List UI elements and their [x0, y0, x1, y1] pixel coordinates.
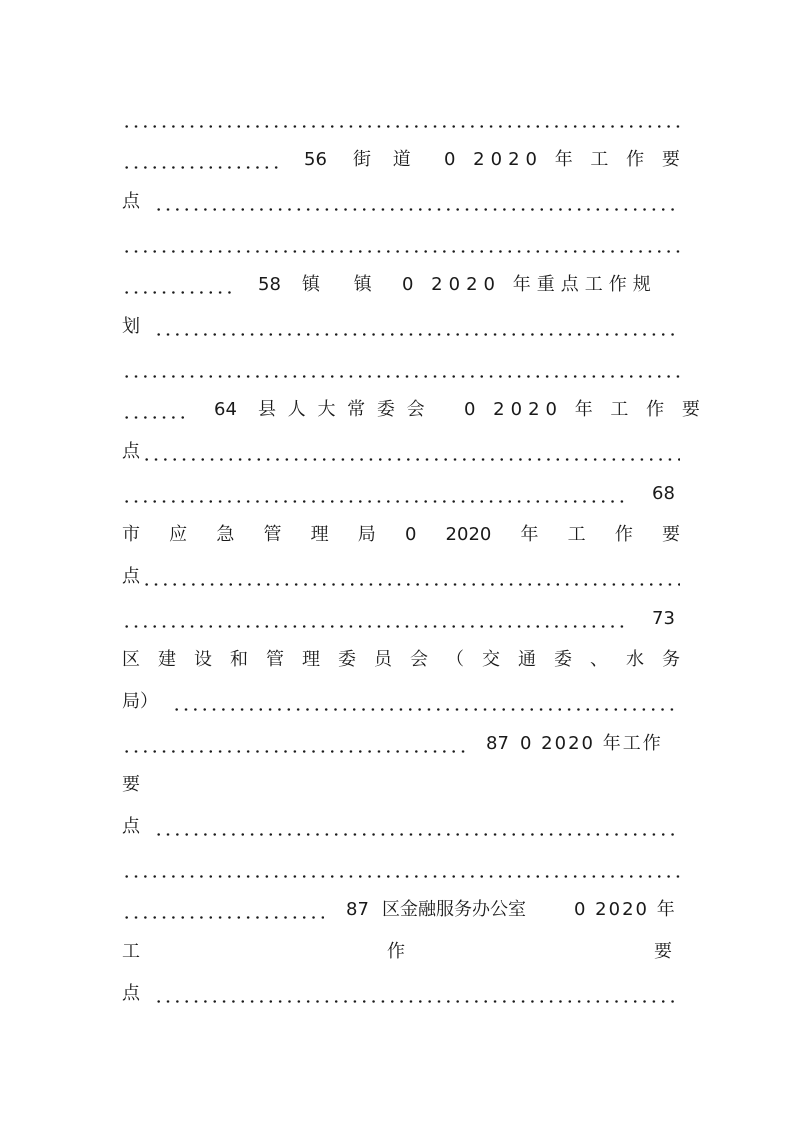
dot-leader	[122, 875, 680, 878]
dot-leader	[122, 416, 188, 419]
toc-year-label: 0 2020 年 工 作 要	[442, 145, 688, 175]
toc-title-char: 工	[567, 524, 586, 545]
dot-leader	[122, 500, 630, 503]
toc-leader-line	[122, 854, 680, 884]
toc-page-number: 87	[484, 729, 511, 759]
toc-title-char: 、	[590, 649, 608, 670]
dot-leader	[122, 750, 466, 753]
toc-title-char: 0	[404, 524, 417, 545]
toc-title-char: 应	[169, 524, 188, 545]
toc-title-char: 急	[216, 524, 235, 545]
toc-year-label: 0 2020 年	[572, 895, 679, 925]
toc-title-char: 务	[662, 649, 680, 670]
toc-entry	[122, 270, 680, 300]
dot-leader	[172, 708, 680, 711]
dot-leader	[122, 166, 280, 169]
toc-leader-line	[122, 229, 680, 259]
toc-title-char: 水	[626, 649, 644, 670]
toc-entry	[122, 395, 706, 425]
toc-entry	[122, 145, 686, 175]
toc-title-char: 通	[518, 649, 536, 670]
toc-title-justified	[122, 520, 680, 550]
dot-leader	[142, 458, 680, 461]
dot-leader	[122, 125, 680, 128]
toc-title-char: 理	[302, 649, 320, 670]
toc-page-number: 73	[650, 604, 677, 634]
toc-entry	[122, 937, 680, 967]
dot-leader	[154, 208, 680, 211]
toc-title-char: 建	[158, 649, 176, 670]
toc-title: 区金融服务办公室	[380, 895, 528, 925]
toc-entry	[122, 687, 680, 717]
toc-entry	[122, 520, 680, 550]
toc-title-continuation: 点	[120, 979, 142, 1009]
toc-title-char: 管	[266, 649, 284, 670]
toc-title-char: 委	[554, 649, 572, 670]
dot-leader	[154, 333, 680, 336]
toc-title-char: 委	[338, 649, 356, 670]
toc-page-number: 56	[302, 145, 329, 175]
toc-title-char: 管	[263, 524, 282, 545]
toc-title-continuation: 工	[120, 937, 142, 967]
toc-title-char: 局	[357, 524, 376, 545]
toc-page-number: 68	[650, 479, 677, 509]
toc-title-char: 区	[122, 649, 140, 670]
dot-leader	[122, 916, 324, 919]
toc-title: 镇 镇	[300, 270, 388, 300]
toc-title-char: 设	[194, 649, 212, 670]
toc-entry	[122, 645, 680, 675]
dot-leader	[154, 833, 680, 836]
toc-entry	[122, 562, 680, 592]
toc-title-continuation: 点	[120, 812, 142, 842]
toc-entry	[122, 770, 680, 800]
toc-title-char: 员	[374, 649, 392, 670]
toc-title-char: 市	[122, 524, 140, 545]
dot-leader	[122, 250, 680, 253]
toc-title-char: 年	[520, 524, 539, 545]
toc-entry	[122, 895, 680, 925]
toc-title-continuation: 作	[385, 937, 407, 967]
toc-title-char: 和	[230, 649, 248, 670]
toc-title-char: 交	[482, 649, 500, 670]
toc-year-label: 0 2020 年重点工作规	[400, 270, 659, 300]
toc-entry	[122, 437, 680, 467]
toc-leader-line	[122, 354, 680, 384]
toc-title-continuation: 点	[120, 437, 142, 467]
toc-title-char: 会	[410, 649, 428, 670]
toc-title-char: 作	[614, 524, 633, 545]
toc-title-continuation: 划	[120, 312, 142, 342]
toc-entry	[122, 187, 680, 217]
dot-leader	[142, 583, 680, 586]
toc-entry	[122, 979, 680, 1009]
toc-page-number: 64	[212, 395, 239, 425]
toc-entry	[122, 604, 680, 634]
toc-title-continuation: 局）	[120, 687, 160, 717]
toc-title: 县 人 大 常 委 会	[256, 395, 430, 425]
dot-leader	[154, 1000, 680, 1003]
toc-page-number: 58	[256, 270, 283, 300]
toc-entry	[122, 312, 680, 342]
toc-title-char: 2020	[445, 524, 492, 545]
toc-title-justified	[122, 645, 680, 675]
toc-entry	[122, 729, 680, 759]
toc-title-char: （	[446, 649, 464, 670]
toc-year-label: 0 2020 年工作	[518, 729, 665, 759]
dot-leader	[122, 625, 630, 628]
toc-title-continuation: 要	[120, 770, 142, 800]
toc-title-char: 理	[310, 524, 329, 545]
toc-title-continuation: 要	[652, 937, 674, 967]
toc-title-char: 要	[661, 524, 680, 545]
dot-leader	[122, 291, 234, 294]
toc-entry	[122, 479, 680, 509]
toc-leader-line	[122, 104, 680, 134]
toc-entry	[122, 812, 680, 842]
dot-leader	[122, 375, 680, 378]
toc-title-continuation: 点	[120, 562, 142, 592]
toc-title-continuation: 点	[120, 187, 142, 217]
toc-title: 街 道	[351, 145, 421, 175]
toc-year-label: 0 2020 年 工 作 要	[462, 395, 708, 425]
toc-page-number: 87	[344, 895, 371, 925]
